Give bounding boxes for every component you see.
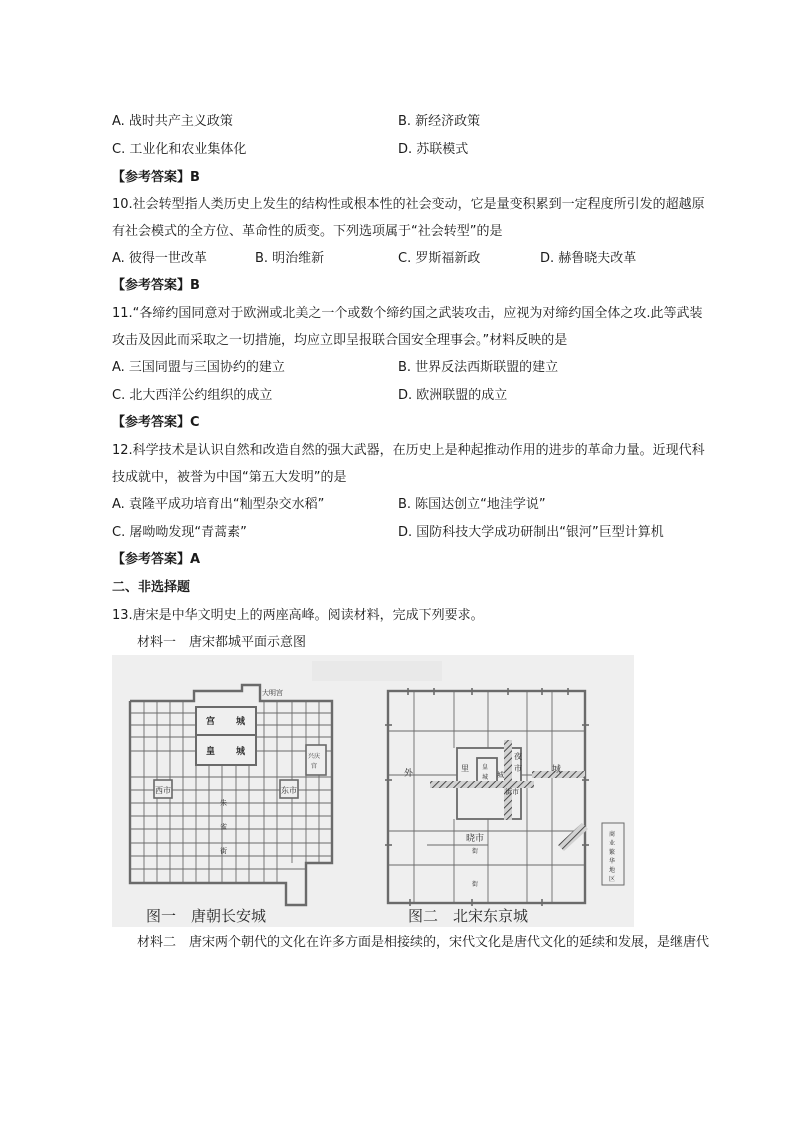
label-xishi: 西市 — [155, 786, 171, 795]
label-jie-2: 街 — [472, 881, 479, 888]
label-gong: 宫 — [206, 717, 216, 727]
q11-option-b: B. 世界反法西斯联盟的建立 — [398, 360, 559, 375]
label-dongshi: 东市 — [281, 786, 297, 795]
label-outer-cheng: 城 — [552, 765, 562, 775]
label-commerce-1: 商 — [609, 831, 616, 838]
label-huang-cheng: 城 — [236, 747, 246, 757]
q9-option-a: A. 战时共产主义政策 — [112, 114, 233, 129]
label-commerce-3: 繁 — [609, 849, 616, 856]
label-inner-cheng: 城 — [497, 771, 504, 779]
q12-option-c: C. 屠呦呦发现“青蒿素” — [112, 525, 247, 540]
q12-option-b: B. 陈国达创立“地洼学说” — [398, 497, 546, 512]
q11-option-d: D. 欧洲联盟的成立 — [398, 388, 508, 403]
city-maps-figure — [112, 655, 634, 927]
q10-answer: 【参考答案】B — [112, 278, 200, 293]
q12-answer: 【参考答案】A — [112, 552, 201, 567]
label-li: 里 — [461, 764, 469, 773]
q11-stem-line1: 11.“各缔约国同意对于欧洲或北美之一个或数个缔约国之武装攻击，应视为对缔约国全体之攻.此等武装 — [112, 306, 703, 321]
label-daminggong: 大明宫 — [262, 689, 283, 697]
label-xingqing-2: 宫 — [311, 763, 318, 770]
q12-stem-line1: 12.科学技术是认识自然和改造自然的强大武器，在历史上是种起推动作用的进步的革命力量。近现代科 — [112, 443, 705, 458]
label-yeshi-2: 市 — [514, 764, 522, 773]
label-xiaoshi: 晓市 — [466, 834, 485, 844]
q11-option-c: C. 北大西洋公约组织的成立 — [112, 388, 273, 403]
label-yeshi-1: 夜 — [514, 752, 522, 761]
map1-caption: 图一 唐朝长安城 — [146, 907, 267, 925]
q9-option-d: D. 苏联模式 — [398, 142, 469, 157]
label-huangcheng-1: 皇 — [482, 764, 489, 771]
label-commerce-4: 华 — [609, 858, 616, 865]
label-jieshi: 街市 — [505, 788, 519, 796]
q12-option-d: D. 国防科技大学成功研制出“银河”巨型计算机 — [398, 525, 664, 540]
q12-stem-line2: 技成就中，被誉为中国“第五大发明”的是 — [112, 470, 347, 485]
label-commerce-2: 业 — [609, 840, 616, 847]
label-zhuque-1: 朱 — [220, 799, 227, 807]
q10-stem-line2: 有社会模式的全方位、革命性的质变。下列选项属于“社会转型”的是 — [112, 224, 503, 239]
material2-line1: 材料二 唐宋两个朝代的文化在许多方面是相接续的，宋代文化是唐代文化的延续和发展，是继唐代 — [137, 935, 710, 950]
label-commerce-5: 地 — [609, 867, 616, 874]
label-huangcheng-2: 城 — [482, 774, 489, 781]
q12-option-a: A. 袁隆平成功培育出“籼型杂交水稻” — [112, 497, 325, 512]
material1-title: 材料一 唐宋都城平面示意图 — [137, 635, 307, 650]
label-wai: 外 — [404, 769, 414, 779]
q11-answer: 【参考答案】C — [112, 415, 200, 430]
label-commerce-6: 区 — [609, 876, 616, 883]
label-zhuque-2: 雀 — [220, 823, 227, 831]
q9-option-c: C. 工业化和农业集体化 — [112, 142, 247, 157]
q10-option-a: A. 彼得一世改革 — [112, 251, 207, 266]
q10-option-c: C. 罗斯福新政 — [398, 251, 481, 266]
label-gong-cheng: 城 — [236, 717, 246, 727]
q13-stem: 13.唐宋是中华文明史上的两座高峰。阅读材料，完成下列要求。 — [112, 608, 484, 623]
q11-option-a: A. 三国同盟与三国协约的建立 — [112, 360, 285, 375]
q11-stem-line2: 攻击及因此而采取之一切措施，均应立即呈报联合国安全理事会。”材料反映的是 — [112, 333, 568, 348]
q10-option-d: D. 赫鲁晓夫改革 — [540, 251, 637, 266]
figure-background — [112, 655, 634, 927]
label-xingqing-1: 兴庆 — [308, 753, 321, 760]
label-huang: 皇 — [206, 747, 216, 757]
map2-caption: 图二 北宋东京城 — [408, 907, 529, 925]
q9-answer: 【参考答案】B — [112, 170, 200, 185]
section-title: 二、非选择题 — [112, 580, 191, 595]
label-jie-1: 街 — [472, 848, 479, 855]
q10-stem-line1: 10.社会转型指人类历史上发生的结构性或根本性的社会变动，它是量变积累到一定程度所引发的超越原 — [112, 197, 705, 212]
q9-option-b: B. 新经济政策 — [398, 114, 481, 129]
q10-option-b: B. 明治维新 — [255, 251, 325, 266]
label-zhuque-3: 街 — [220, 847, 227, 855]
